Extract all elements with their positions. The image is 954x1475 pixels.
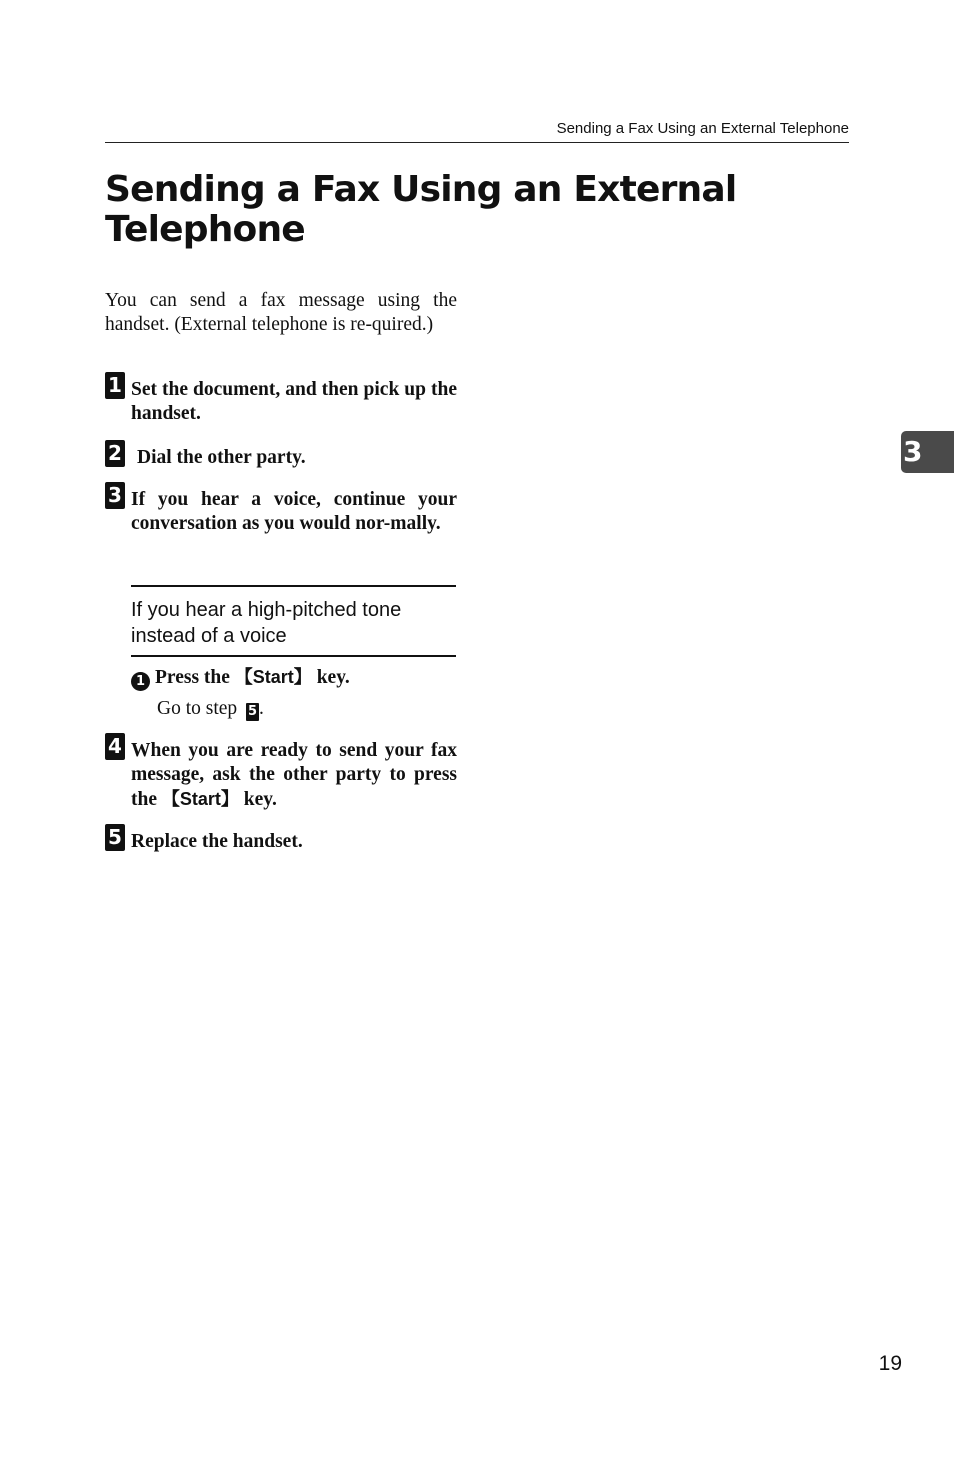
step-4-text (131, 733, 457, 812)
intro-paragraph: You can send a fax message using the handset. (External telephone is re-quired.) (105, 290, 457, 335)
step-2 (105, 440, 457, 470)
goto-step-line (157, 697, 264, 721)
step-number-5: 5 (105, 824, 125, 851)
step-ref-5: 5 (248, 704, 258, 719)
note-title: If you hear a high-pitched tone instead of a voice (131, 599, 402, 647)
note-substep (131, 665, 456, 691)
step-1 (105, 372, 457, 426)
goto-suffix: . (259, 698, 264, 719)
step-3 (105, 482, 457, 536)
page-number: 19 (878, 1352, 902, 1375)
step-1-text: Set the document, and then pick up the handset. (131, 379, 457, 424)
step-3-text: If you hear a voice, continue your conversation as you would nor-mally. (131, 489, 457, 534)
running-header: Sending a Fax Using an External Telephone (105, 120, 849, 143)
chapter-tab: 3 (901, 431, 954, 473)
start-key-label: 【Start】 (234, 667, 312, 687)
step-4-text-before: When you are ready to send your fax message, ask the other party to press the (131, 740, 457, 810)
substep-number-1: 1 (131, 672, 150, 691)
step-number-3: 3 (105, 482, 125, 509)
substep-text-after: key. (311, 667, 350, 688)
step-5-text: Replace the handset. (131, 831, 303, 852)
step-4 (105, 733, 457, 812)
step-5 (105, 824, 457, 854)
substep-text-before: Press the (155, 667, 235, 688)
step-2-text: Dial the other party. (137, 447, 306, 468)
step-number-1: 1 (105, 372, 125, 399)
note-box (131, 585, 456, 657)
step-number-4: 4 (105, 733, 125, 760)
goto-text: Go to step (157, 698, 243, 719)
start-key-label-step-4: 【Start】 (161, 789, 239, 809)
page-title: Sending a Fax Using an External Telephone (105, 169, 737, 250)
step-4-text-after: key. (238, 789, 277, 810)
step-number-2: 2 (105, 440, 125, 467)
